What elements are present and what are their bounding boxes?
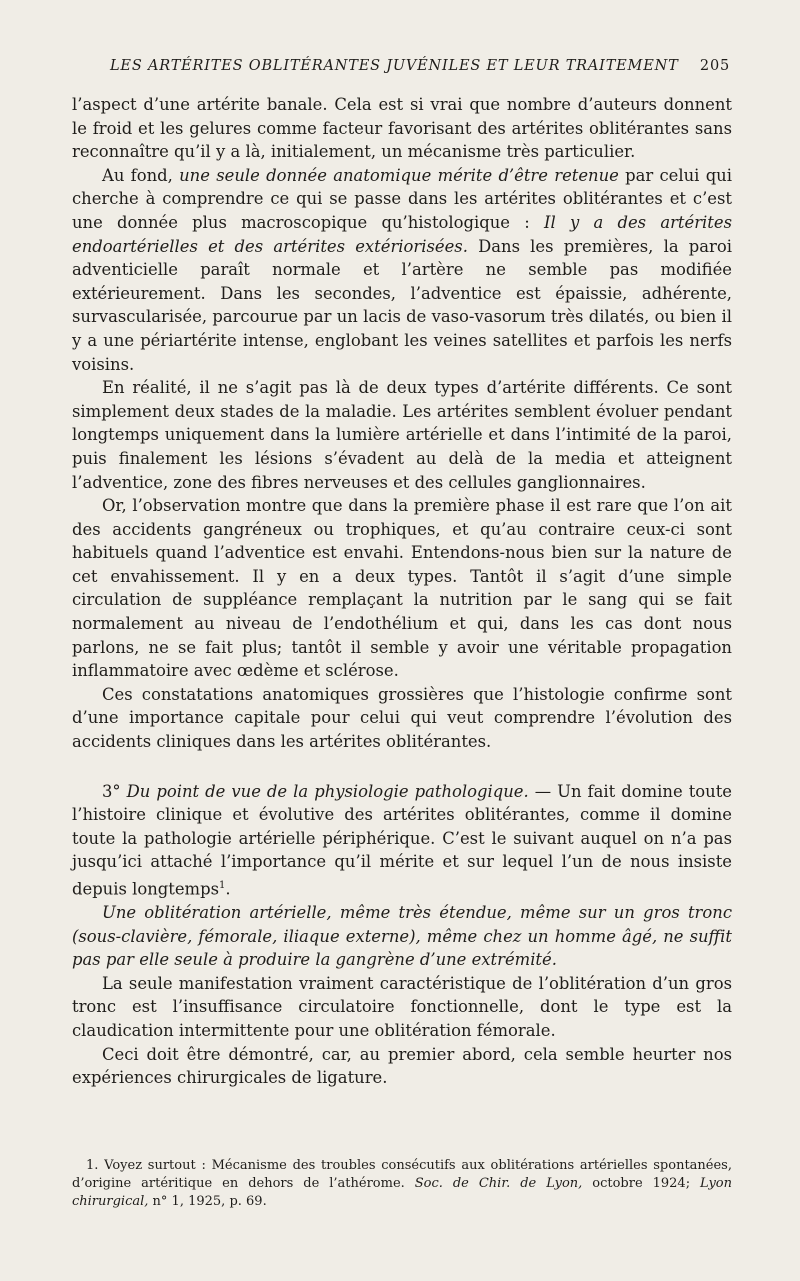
p2-emphasis-b: Il y a des artérites endoartérielles et des artérites extériorisées. xyxy=(72,212,732,256)
running-title: LES ARTÉRITES OBLITÉRANTES JUVÉNILES ET LEUR TRAITEMENT xyxy=(110,58,679,74)
p7-emphasis: Une oblitération artérielle, même très étendue, même sur un gros tronc (sous-clavière, fémorale, iliaque externe), même chez un homme âgé, ne suffit pas par elle seule à produire la gangrène d’une extrémité. xyxy=(72,903,732,970)
paragraph-3: En réalité, il ne s’agit pas là de deux types d’artérite différents. Ce sont simplement deux stades de la maladie. Les artérites semblent évoluer pendant longtemps uniquement dans la lumière artérielle et dans l’intimité de la paroi, puis finalement les lésions s’évadent au delà de la media et atteignent l’adventice, zone des fibres nerveuses et des cellules ganglionnaires. xyxy=(72,378,732,492)
running-header xyxy=(110,58,730,80)
footnote-ref: 1 xyxy=(219,880,226,891)
paragraph-6 xyxy=(72,780,732,901)
p6-text-b: . xyxy=(225,879,231,899)
footnote-1 xyxy=(72,1157,732,1211)
paragraph-9: Ceci doit être démontré, car, au premier abord, cela semble heurter nos expériences chirurgicales de ligature. xyxy=(72,1044,732,1088)
p2-text-a: Au fond, xyxy=(102,165,180,185)
p2-text-c: Dans les premières, la paroi adventicielle paraît normale et l’artère ne semble pas modifiée extérieurement. Dans les secondes, l’adventice est épaissie, adhérente, survascularisée, parcourue par un lacis de vaso-vasorum très dilatés, ou bien il y a une périartérite intense, englobant les veines satellites et parfois les nerfs voisins. xyxy=(72,236,732,374)
page-number: 205 xyxy=(699,58,730,74)
fn-journal-b: Lyon chirurgical, xyxy=(72,1176,732,1209)
fn-text-a: 1. Voyez surtout : Mécanisme des troubles consécutifs aux oblitérations artérielles spontanées, d’origine artéritique en dehors de l’athérome. xyxy=(72,1158,732,1191)
paragraph-2 xyxy=(72,164,732,376)
fn-journal-a: Soc. de Chir. de Lyon, xyxy=(414,1176,583,1191)
p2-text-b: par celui qui cherche à comprendre ce qui se passe dans les artérites oblitérantes et c’est une donnée plus macroscopique qu’histologique : xyxy=(72,165,732,232)
section-number: 3° xyxy=(102,781,127,801)
paragraph-7 xyxy=(72,901,732,972)
paragraph-5: Ces constatations anatomiques grossières que l’histologie confirme sont d’une importance capitale pour celui qui veut comprendre l’évolution des accidents cliniques dans les artérites oblitérantes. xyxy=(72,684,732,752)
p2-emphasis-a: une seule donnée anatomique mérite d’être retenue xyxy=(179,165,619,185)
paragraph-1: l’aspect d’une artérite banale. Cela est si vrai que nombre d’auteurs donnent le froid et les gelures comme facteur favorisant des artérites oblitérantes sans reconnaître qu’il y a là, initialement, un mécanisme très particulier. xyxy=(72,95,732,162)
paragraph-8: La seule manifestation vraiment caractéristique de l’oblitération d’un gros tronc est l’insuffisance circulatoire fonctionnelle, dont le type est la claudication intermittente pour une oblitération fémorale. xyxy=(72,973,732,1041)
main-text xyxy=(72,93,732,1090)
p6-text-a: — Un fait domine toute l’histoire clinique et évolutive des artérites oblitérantes, comme il domine toute la pathologie artérielle périphérique. C’est le suivant auquel on n’a pas jusqu’ici attaché l’importance qu’il mérite et sur lequel l’un de nous insiste depuis longtemps xyxy=(72,781,732,899)
section-heading: Du point de vue de la physiologie pathologique. xyxy=(126,781,529,801)
paragraph-4: Or, l’observation montre que dans la première phase il est rare que l’on ait des accidents gangréneux ou trophiques, et qu’au contraire ceux-ci sont habituels quand l’adventice est envahi. Entendons-nous bien sur la nature de cet envahissement. Il y en a deux types. Tantôt il s’agit d’une simple circulation de suppléance remplaçant la nutrition par le sang qui se fait normalement au niveau de l’endothélium et qui, dans les cas dont nous parlons, ne se fait plus; tantôt il semble y avoir une véritable propagation inflammatoire avec œdème et sclérose. xyxy=(72,496,732,681)
fn-text-c: n° 1, 1925, p. 69. xyxy=(148,1194,267,1209)
footnote xyxy=(72,1157,732,1211)
fn-text-b: octobre 1924; xyxy=(582,1176,701,1191)
